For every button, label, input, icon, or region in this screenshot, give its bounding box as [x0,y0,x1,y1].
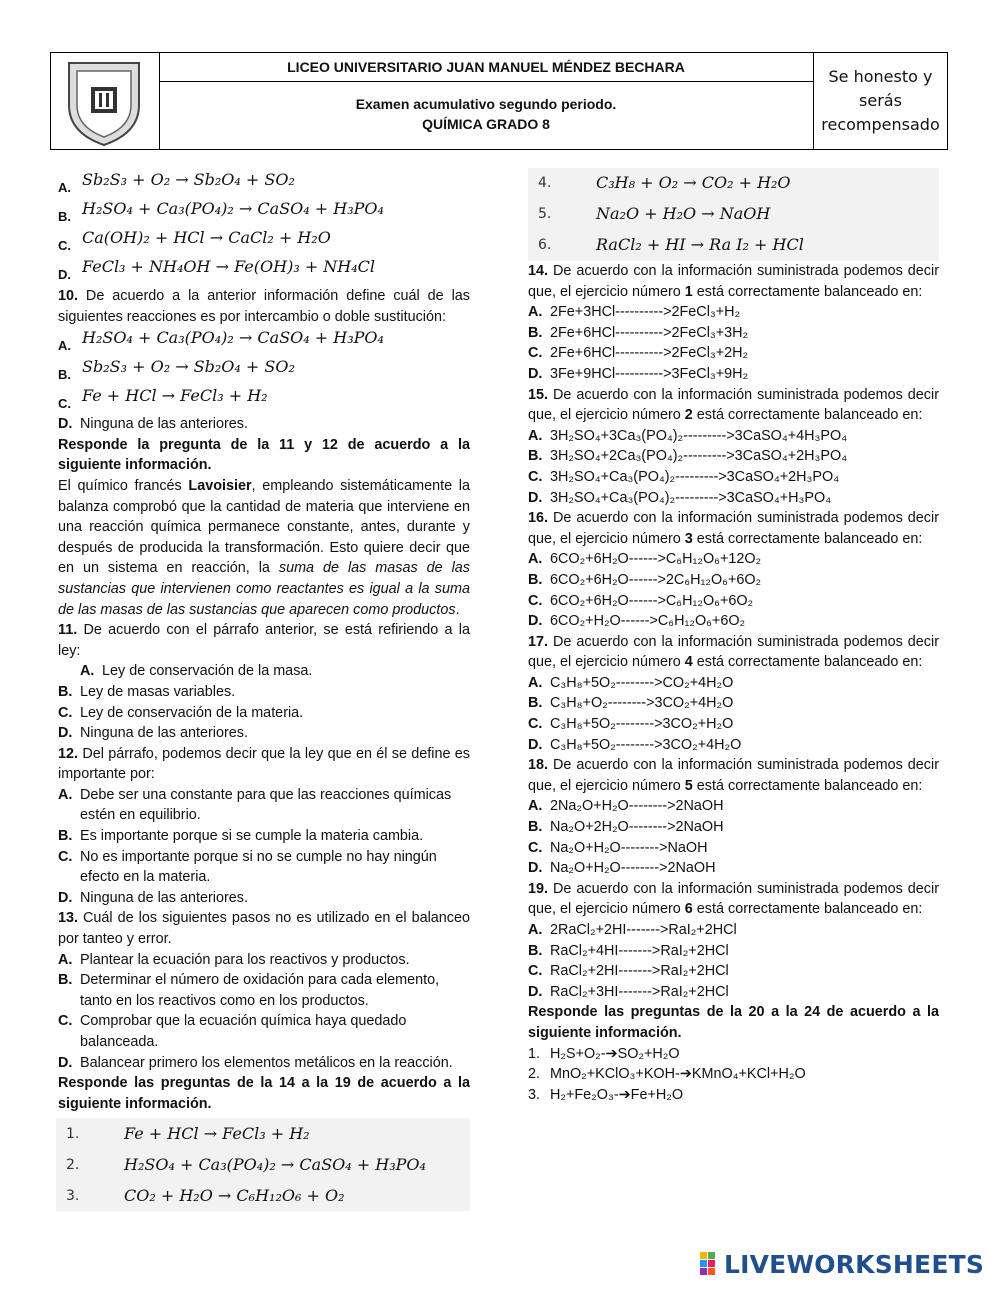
option-d[interactable]: D. Ninguna de las anteriores. [58,416,248,433]
numbered-equation [528,199,939,230]
option-equation: H₂SO₄ + Ca₃(PO₄)₂ → CaSO₄ + H₃PO₄ [82,327,384,347]
option-text: Na₂O+H₂O-------->NaOH [550,839,708,856]
option-row[interactable] [58,356,470,385]
option-letter: A. [80,663,95,680]
option-row[interactable] [528,920,939,941]
option-letter: D. [528,860,543,877]
option-text: Determinar el número de oxidación para cada elemento, tanto en los reactivos como en los productos. [80,972,440,1009]
option-text: 2Fe+6HCl---------->2FeCl₃+2H₂ [550,345,749,362]
option-row[interactable] [528,982,939,1003]
option-text: 2Fe+6HCl---------->2FeCl₃+3H₂ [550,324,749,341]
stem-text-a: De acuerdo con la información suministrada podemos decir que, el ejercicio número [528,263,939,300]
option-letter: C. [528,963,543,980]
option-letter: B. [528,448,543,465]
question-11-options [58,661,470,743]
option-equation: H₂SO₄ + Ca₃(PO₄)₂ → CaSO₄ + H₃PO₄ [82,199,384,219]
option-row[interactable] [528,838,939,859]
option-equation: FeCl₃ + NH₄OH → Fe(OH)₃ + NH₄Cl [82,257,376,277]
option-row[interactable] [528,611,939,632]
option-equation: Fe + HCl → FeCl₃ + H₂ [82,385,268,405]
option-row[interactable] [528,426,939,447]
option-row[interactable] [58,661,470,682]
stem-text-a: De acuerdo con la información suministrada podemos decir que, el ejercicio número [528,880,939,918]
option-row[interactable] [528,302,939,323]
option-text: Na₂O+2H₂O-------->2NaOH [550,819,724,836]
option-text: 3H₂SO₄+Ca₃(PO₄)₂--------->3CaSO₄+2H₃PO₄ [550,468,840,485]
question-options [528,302,939,384]
option-row[interactable] [58,327,470,356]
option-row[interactable] [528,796,939,817]
option-row[interactable] [528,817,939,838]
equation-number: 6. [538,237,552,254]
question-options [528,920,939,1002]
option-text: C₃H₈+O₂-------->3CO₂+4H₂O [550,695,734,712]
brand-text: LIVEWORKSHEETS [724,1250,985,1279]
option-letter: D. [528,489,543,506]
option-row[interactable] [528,858,939,879]
question-10-options [58,327,470,414]
header-title-block [159,53,814,149]
stem-text-a: De acuerdo con la información suministrada podemos decir que, el ejercicio número [528,386,939,424]
option-text: Balancear primero los elementos metálicos en la reacción. [80,1054,453,1071]
question-stem [528,755,939,796]
option-row[interactable] [58,170,470,199]
option-row[interactable] [528,343,939,364]
option-letter: C. [58,848,73,865]
option-row[interactable] [58,723,470,744]
info-14-19: Responde las preguntas de la 14 a la 19 de acuerdo a la siguiente información. [58,1075,470,1112]
option-row[interactable] [58,257,470,286]
left-column [58,170,470,1211]
questions-14-19 [528,261,939,1002]
option-letter: A. [58,337,71,353]
option-letter: C. [528,592,543,609]
option-row[interactable] [58,703,470,724]
option-text: Ninguna de las anteriores. [80,725,248,742]
question-10: 10. De acuerdo a la anterior información define cuál de las siguientes reacciones es por intercambio o doble sustitución: [58,288,470,325]
question-number: 15. [528,386,549,403]
option-text: 3H₂SO₄+2Ca₃(PO₄)₂--------->3CaSO₄+2H₃PO₄ [550,448,848,465]
option-text: 2Fe+3HCl---------->2FeCl₃+H₂ [550,304,741,321]
option-letter: B. [528,324,543,341]
option-text: RaCl₂+4HI------->RaI₂+2HCl [550,942,729,959]
option-text: 2Na₂O+H₂O-------->2NaOH [550,798,724,815]
question-stem [528,632,939,673]
school-logo [51,53,160,149]
equation-text: H₂SO₄ + Ca₃(PO₄)₂ → CaSO₄ + H₃PO₄ [124,1154,426,1174]
option-row[interactable] [528,323,939,344]
option-letter: C. [58,395,71,411]
stem-text-a: De acuerdo con la información suministrada podemos decir que, el ejercicio número [528,633,939,671]
option-letter: D. [528,736,543,753]
option-letter: A. [528,427,543,444]
final-number: 2. [528,1066,541,1083]
option-letter: C. [58,238,71,254]
option-text: No es importante porque si no se cumple no hay ningún efecto en la materia. [80,848,437,886]
option-letter: D. [528,983,543,1000]
option-row[interactable] [58,847,470,888]
option-text: Ley de conservación de la materia. [80,704,304,721]
option-text: 3H₂SO₄+3Ca₃(PO₄)₂--------->3CaSO₄+4H₃PO₄ [550,427,848,444]
option-text: 6CO₂+6H₂O------>C₆H₁₂O₆+12O₂ [550,551,762,568]
option-letter: C. [58,1013,73,1030]
final-text: H₂S+O₂-➔SO₂+H₂O [550,1045,680,1062]
numbered-equation [56,1149,470,1180]
equation-text: C₃H₈ + O₂ → CO₂ + H₂O [596,173,791,193]
option-row[interactable] [528,488,939,509]
option-equation: Sb₂S₃ + O₂ → Sb₂O₄ + SO₂ [82,356,295,376]
question-number: 18. [528,757,549,774]
question-options [528,426,939,508]
equation-text: RaCl₂ + HI → Ra I₂ + HCl [596,235,804,255]
numbered-equation [528,230,939,261]
option-letter: B. [58,366,71,382]
equation-number: 3. [66,1187,80,1204]
option-text: C₃H₈+5O₂-------->CO₂+4H₂O [550,674,734,691]
option-row[interactable] [528,570,939,591]
option-row[interactable] [528,735,939,756]
school-crest-icon [51,53,157,149]
option-row[interactable] [58,1011,470,1052]
right-column [528,168,939,1105]
question-number: 16. [528,510,549,527]
option-letter: D. [58,267,71,283]
equation-text: Na₂O + H₂O → NaOH [596,204,771,224]
option-text: 3Fe+9HCl---------->3FeCl₃+9H₂ [550,365,749,382]
info-20-24: Responde las preguntas de la 20 a la 24 de acuerdo a la siguiente información. [528,1004,939,1041]
question-stem [528,385,939,426]
option-row[interactable] [528,673,939,694]
final-number: 3. [528,1086,541,1103]
question-options [528,796,939,878]
option-row[interactable] [528,591,939,612]
option-row[interactable] [58,199,470,228]
option-text: Comprobar que la ecuación química haya quedado balanceada. [80,1013,407,1050]
exercise-number: 6 [684,901,693,918]
question-number: 14. [528,263,549,279]
equation-options-top [58,170,470,286]
option-row[interactable] [528,714,939,735]
liveworksheets-logo [700,1250,984,1279]
option-row[interactable] [528,961,939,982]
option-text: Ley de conservación de la masa. [102,663,313,680]
option-letter: B. [528,819,543,836]
option-row[interactable] [58,970,470,1011]
option-letter: C. [528,839,543,856]
equation-number: 1. [66,1125,80,1142]
option-letter: B. [58,683,73,700]
stem-text-a: De acuerdo con la información suministrada podemos decir que, el ejercicio número [528,757,939,794]
numbered-equation [528,168,939,199]
question-13-options [58,950,470,1074]
option-row[interactable] [58,228,470,257]
exercise-number: 5 [684,777,693,794]
numbered-equations-right [528,168,939,261]
option-letter: A. [528,798,543,815]
option-letter: B. [528,571,543,588]
stem-text-b: está correctamente balanceado en: [692,901,923,918]
question-number: 19. [528,880,549,897]
stem-text-b: está correctamente balanceado en: [692,530,923,547]
option-text: 3H₂SO₄+Ca₃(PO₄)₂--------->3CaSO₄+H₃PO₄ [550,489,832,506]
option-letter: C. [528,716,543,733]
option-text: C₃H₈+5O₂-------->3CO₂+4H₂O [550,736,742,753]
option-equation: Ca(OH)₂ + HCl → CaCl₂ + H₂O [82,228,331,248]
option-text: Na₂O+H₂O-------->2NaOH [550,860,716,877]
equation-number: 5. [538,206,552,223]
equation-number: 2. [66,1156,80,1173]
final-number: 1. [528,1045,541,1062]
exam-title: Examen acumulativo segundo periodo. [355,96,617,112]
option-row[interactable] [528,693,939,714]
option-text: RaCl₂+2HI------->RaI₂+2HCl [550,963,729,980]
equation-text: CO₂ + H₂O → C₆H₁₂O₆ + O₂ [124,1185,345,1205]
option-row[interactable] [58,1053,470,1074]
stem-text-b: está correctamente balanceado en: [692,777,923,794]
question-stem [528,261,939,302]
question-11: 11. De acuerdo con el párrafo anterior, se está refiriendo a la ley: [58,622,470,659]
option-letter: B. [58,209,71,225]
option-text: 6CO₂+6H₂O------>C₆H₁₂O₆+6O₂ [550,592,754,609]
option-text: Ley de masas variables. [80,683,236,700]
option-text: 6CO₂+H₂O------>C₆H₁₂O₆+6O₂ [550,613,746,630]
option-row[interactable] [58,826,470,847]
option-row[interactable] [58,385,470,414]
option-letter: C. [528,468,543,485]
equation-text: Fe + HCl → FeCl₃ + H₂ [124,1123,310,1143]
option-letter: D. [528,365,543,382]
option-letter: B. [528,942,543,959]
option-letter: D. [58,889,73,906]
option-text: C₃H₈+5O₂-------->3CO₂+H₂O [550,716,734,733]
stem-text-b: está correctamente balanceado en: [692,407,923,424]
motto: Se honesto y serás recompensado [821,67,940,134]
info-11-12: Responde la pregunta de la 11 y 12 de acuerdo a la siguiente información. [58,436,470,474]
final-text: MnO₂+KClO₃+KOH-➔KMnO₄+KCl+H₂O [550,1066,806,1083]
option-letter: A. [58,180,71,196]
question-options [528,549,939,631]
exercise-number: 1 [684,283,693,300]
final-equation [528,1044,939,1065]
option-row[interactable] [58,888,470,909]
option-row[interactable] [528,364,939,385]
option-row[interactable] [58,950,470,971]
equation-number: 4. [538,175,552,192]
option-letter: A. [58,951,73,968]
question-stem [528,879,939,920]
option-letter: D. [58,1054,73,1071]
option-row[interactable] [528,549,939,570]
option-text: Plantear la ecuación para los reactivos y productos. [80,951,410,968]
option-text: Es importante porque si se cumple la materia cambia. [80,828,424,845]
option-letter: D. [58,725,73,742]
school-name: LICEO UNIVERSITARIO JUAN MANUEL MÉNDEZ BECHARA [159,53,813,82]
option-text: Ninguna de las anteriores. [80,889,248,906]
option-letter: C. [58,704,73,721]
exercise-number: 4 [684,654,693,671]
stem-text-b: está correctamente balanceado en: [692,283,923,300]
stem-text-a: De acuerdo con la información suministrada podemos decir que, el ejercicio número [528,510,939,547]
question-12-options [58,785,470,909]
equations-20-24 [528,1044,939,1106]
option-text: 2RaCl₂+2HI------->RaI₂+2HCl [550,922,737,938]
stem-text-b: está correctamente balanceado en: [692,654,923,671]
header-table [50,52,948,150]
option-row[interactable] [528,467,939,488]
question-12: 12. Del párrafo, podemos decir que la ley que en él se define es importante por: [58,745,470,783]
numbered-equation [56,1118,470,1149]
final-equation [528,1085,939,1106]
option-letter: C. [528,345,543,362]
subject-title: QUÍMICA GRADO 8 [422,116,550,132]
numbered-equations-left [56,1118,470,1211]
option-letter: B. [528,695,543,712]
option-letter: A. [528,304,543,321]
final-text: H₂+Fe₂O₃-➔Fe+H₂O [550,1086,684,1103]
option-letter: B. [58,972,73,989]
option-letter: A. [528,922,543,938]
option-row[interactable] [528,941,939,962]
option-row[interactable] [58,682,470,703]
question-stem [528,508,939,549]
liveworksheets-icon [700,1252,724,1278]
option-letter: A. [528,674,543,691]
option-letter: A. [58,786,73,803]
option-letter: B. [58,828,73,845]
option-row[interactable] [528,446,939,467]
question-options [528,673,939,755]
option-letter: A. [528,551,543,568]
numbered-equation [56,1180,470,1211]
exercise-number: 2 [684,407,693,424]
option-equation: Sb₂S₃ + O₂ → Sb₂O₄ + SO₂ [82,170,295,190]
option-text: Debe ser una constante para que las reacciones químicas estén en equilibrio. [80,786,452,824]
option-text: RaCl₂+3HI------->RaI₂+2HCl [550,983,729,1000]
lavoisier-paragraph: El químico francés Lavoisier, empleando sistemáticamente la balanza comprobó que la cantidad de materia que interviene en una reacción química permanece constante, antes, durante y después de producida la transformación. Esto quiere decir que en un sistema en reacción, la suma de las masas de las sustancias que intervienen como reactantes es igual a la suma de las masas de las sustancias que aparecen como productos. [58,477,471,618]
exercise-number: 3 [684,530,693,547]
final-equation [528,1064,939,1085]
question-13: 13. Cuál de los siguientes pasos no es utilizado en el balanceo por tanteo y error. [58,910,470,948]
option-row[interactable] [58,785,470,826]
question-number: 17. [528,633,549,650]
option-letter: D. [528,613,543,630]
option-text: 6CO₂+6H₂O------>2C₆H₁₂O₆+6O₂ [550,571,762,588]
